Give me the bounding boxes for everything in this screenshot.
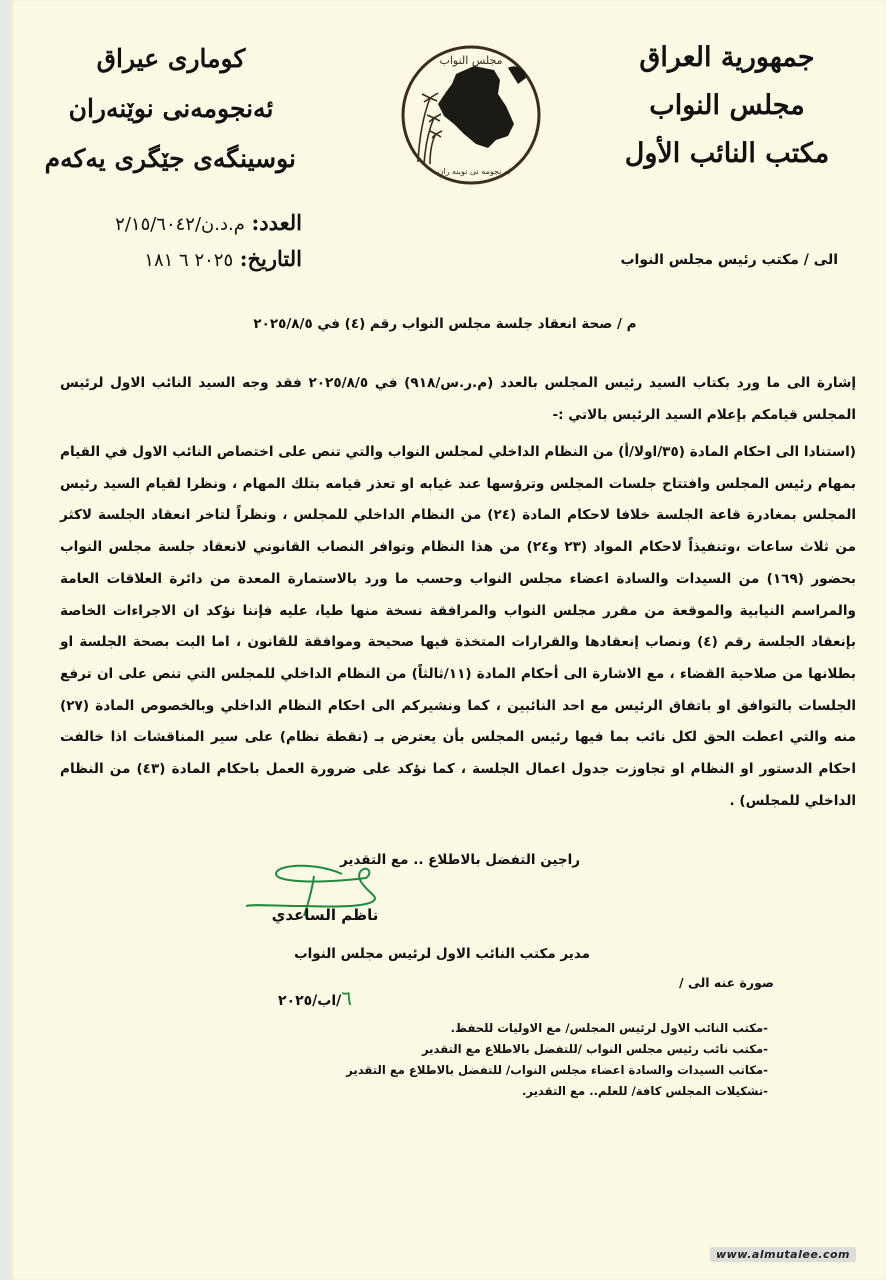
paragraph-text: (استنادا الى احكام المادة (٣٥/اولا/أ) من النظام الداخلي لمجلس النواب والتي تنص على اختصاص النائب الاول في القيام بمهام رئيس المجلس وافتتاح جلسات المجلس وترؤسها عند غيابه او تعذر قيامه بتلك المهام ، ونظرا لقيام السيد رئيس المجلس بمغادرة قاعة الجلسة خلافا لاحكام المادة (٢٤) من النظام الداخلي للمجلس ، ونظراً لتاخر انعقاد الجلسة لاكثر من ثلاث ساعات ،وتنفيذاً لاحكام المواد (٢٣ و٢٤) من هذا النظام وتوافر النصاب القانوني لانعقاد جلسة مجلس النواب بحضور (١٦٩) من السيدات والسادة اعضاء مجلس النواب وحسب ما ورد بالاستمارة المعدة من دائرة العلاقات العامة والمراسم النيابية والموقعة من مقرر مجلس النواب والمرافقة نسخة منها طيا، عليه فإننا نؤكد ان الاجراءات الخاصة بإنعقاد الجلسة رقم (٤) ونصاب إنعقادها والقرارات المتخذة فيها صحيحة وموافقة للقانون ، اما البت بصحة الجلسة او بطلانها من صلاحية القضاء ، مع الاشارة الى أحكام المادة (١١/ثالثاً) من النظام الداخلي للمجلس التي تنص على ان ترفع الجلسات بالتوافق او باتفاق الرئيس مع احد النائبين ، كما ونشيركم الى احكام النظام الداخلي وبالخصوص المادة (٢٧) منه والتي اعطت الحق لكل نائب بما فيها رئيس المجلس بأن يعترض بـ (نقطة نظام) على سير المناقشات اذا خالفت احكام الدستور او النظام او تجاوزت جدول اعمال الجلسة ، كما نؤكد على ضرورة العمل باحكام المادة (٤٣) من النظام الداخلي للمجلس) . bbox=[60, 444, 857, 809]
letterhead-line: جمهورية العراق bbox=[639, 42, 815, 73]
emblem-bottom-text: ئه نجومه نی نوینه ران bbox=[437, 167, 511, 176]
printed-month-year: /اب/٢٠٢٥ bbox=[277, 993, 342, 1009]
letterhead-line: نوسینگەی جێگری یەکەم bbox=[44, 144, 296, 173]
reference-date bbox=[72, 246, 302, 271]
signer-title: مدير مكتب النائب الاول لرئيس مجلس النواب bbox=[294, 946, 590, 962]
cc-list bbox=[348, 1018, 768, 1102]
reference-date-label: التاريخ: bbox=[239, 246, 302, 271]
paragraph-text: إشارة الى ما ورد بكتاب السيد رئيس المجلس بالعدد (م.ر.س/٩١٨) في ٢٠٢٥/٨/٥ فقد وجه السيد النائب الاول لرئيس المجلس قيامكم بإعلام السيد الرئيس بالاتي :- bbox=[60, 375, 856, 423]
subject-line: م / صحة انعقاد جلسة مجلس النواب رقم (٤) في ٢٠٢٥/٨/٥ bbox=[253, 316, 637, 332]
letter-page bbox=[10, 0, 886, 1280]
reference-number-value: م.د.ن/٢/١٥/٦٠٤٢ bbox=[115, 214, 245, 235]
body-paragraph-1 bbox=[60, 368, 856, 431]
signature-date bbox=[250, 986, 380, 1010]
reference-number bbox=[72, 210, 302, 235]
signer-name: ناظم الساعدي bbox=[271, 906, 379, 924]
cc-item: -مكتب النائب الاول لرئيس المجلس/ مع الاوليات للحفظ. bbox=[450, 1021, 768, 1035]
letterhead-line: ئەنجومەنی نوێنەران bbox=[68, 94, 274, 123]
handwritten-day: ٦ bbox=[341, 986, 353, 1010]
letterhead-line: کوماری عیراق bbox=[96, 44, 246, 73]
cc-item: -مكاتب السيدات والسادة اعضاء مجلس النواب/ للتفضل بالاطلاع مع التقدير bbox=[346, 1063, 768, 1077]
cc-item: -مكتب نائب رئيس مجلس النواب /للتفضل بالاطلاع مع التقدير bbox=[421, 1042, 768, 1056]
source-watermark: www.almutalee.com bbox=[710, 1247, 856, 1262]
reference-number-label: العدد: bbox=[251, 210, 302, 235]
parliament-emblem bbox=[396, 44, 546, 186]
letterhead-line: مجلس النواب bbox=[649, 90, 805, 121]
cc-label: صورة عنه الى / bbox=[679, 975, 774, 990]
reference-date-value: ٢٠٢٥ ٦ ١٨١ bbox=[144, 250, 234, 271]
letterhead-arabic bbox=[612, 34, 842, 178]
cc-item: -تشكيلات المجلس كافة/ للعلم.. مع التقدير. bbox=[521, 1084, 768, 1098]
recipient: الى / مكتب رئيس مجلس النواب bbox=[620, 252, 838, 268]
body-paragraph-2 bbox=[60, 437, 856, 817]
closing-line: راجين التفضل بالاطلاع .. مع التقدير bbox=[340, 852, 580, 868]
letterhead-kurdish bbox=[46, 34, 296, 184]
letterhead-line: مكتب النائب الأول bbox=[624, 138, 830, 169]
emblem-top-text: مجلس النواب bbox=[439, 54, 503, 67]
